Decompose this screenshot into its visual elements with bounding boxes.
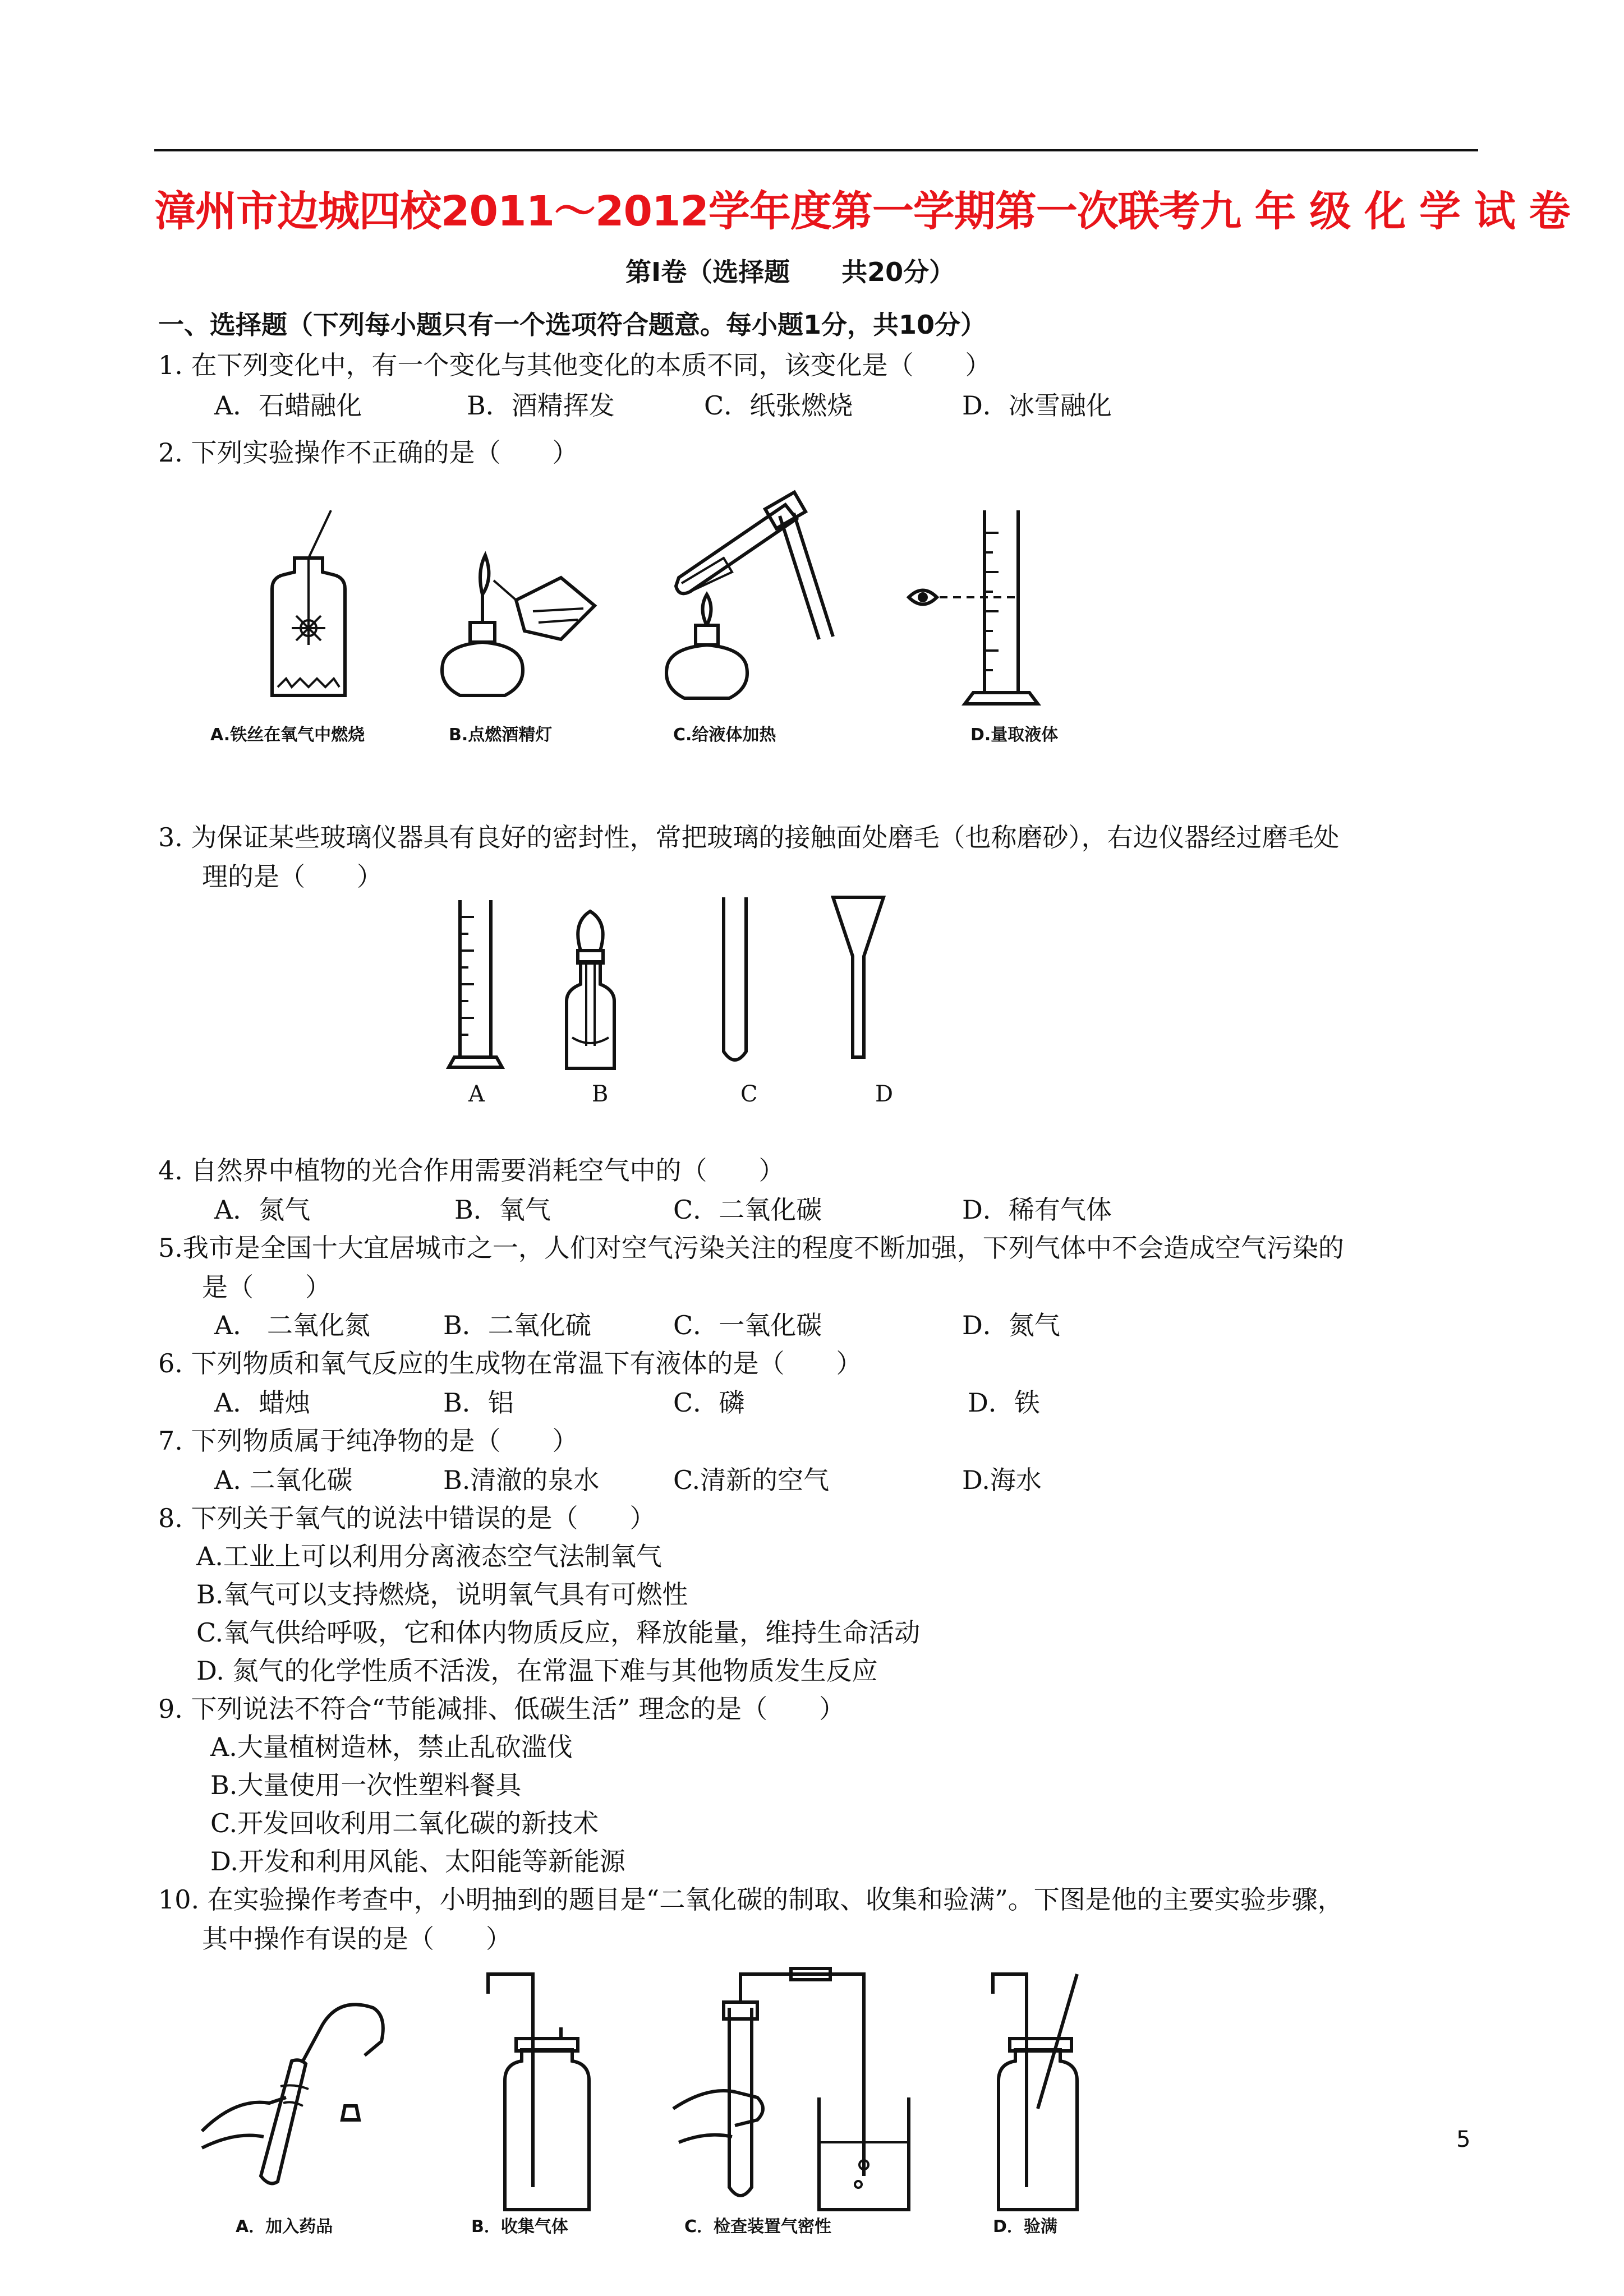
question-10-label-b: B．收集气体 [471, 2217, 568, 2237]
question-2-label-a: A.铁丝在氧气中燃烧 [210, 725, 365, 745]
question-7-option-d: D.海水 [962, 1465, 1042, 1495]
question-5-option-b: B．二氧化硫 [443, 1310, 591, 1340]
question-4-stem: 4. 自然界中植物的光合作用需要消耗空气中的（ ） [158, 1155, 785, 1186]
reading-cylinder-icon [909, 510, 1038, 704]
question-6-option-b: B．铝 [443, 1387, 514, 1418]
measuring-cylinder-icon [449, 900, 502, 1067]
part-one-heading: 一、选择题（下列每小题只有一个选项符合题意。每小题1分，共10分） [158, 310, 987, 340]
question-2-label-c: C.给液体加热 [673, 725, 776, 745]
question-3-label-c: C [740, 1081, 758, 1107]
question-10-stem: 10. 在实验操作考查中，小明抽到的题目是“二氧化碳的制取、收集和验满”。下图是他的主要实验步骤， [158, 1884, 1344, 1915]
question-8-stem: 8. 下列关于氧气的说法中错误的是（ ） [158, 1503, 656, 1533]
question-10-label-a: A．加入药品 [236, 2217, 333, 2237]
section-header: 第Ⅰ卷（选择题 共20分） [625, 257, 955, 287]
question-10-label-d: D．验满 [993, 2217, 1057, 2237]
question-10-stem-continued: 其中操作有误的是（ ） [202, 1924, 512, 1954]
question-9-stem: 9. 下列说法不符合“节能减排、低碳生活” 理念的是（ ） [158, 1694, 845, 1724]
question-6-stem: 6. 下列物质和氧气反应的生成物在常温下有液体的是（ ） [158, 1348, 862, 1378]
question-5-option-a: A． 二氧化氮 [214, 1310, 370, 1340]
test-tube-icon [724, 897, 746, 1060]
question-3-label-a: A [468, 1081, 485, 1107]
question-10-label-c: C．检查装置气密性 [684, 2217, 832, 2237]
question-2-label-d: D.量取液体 [970, 725, 1059, 745]
question-10-figure [202, 1963, 1156, 2243]
full-check-bottle-icon [993, 1974, 1077, 2210]
exam-title: 漳州市边城四校2011～2012学年度第一学期第一次联考九 年 级 化 学 试 卷 [154, 187, 1570, 236]
question-9-option-a: A.大量植树造林，禁止乱砍滥伐 [210, 1732, 573, 1762]
question-4-option-a: A．氮气 [214, 1195, 311, 1225]
funnel-icon [833, 897, 884, 1057]
iron-wire-bottle-icon [272, 510, 345, 695]
question-9-option-b: B.大量使用一次性塑料餐具 [210, 1770, 522, 1800]
question-2-stem: 2. 下列实验操作不正确的是（ ） [158, 437, 578, 468]
question-8-option-a: A.工业上可以利用分离液态空气法制氧气 [196, 1541, 662, 1571]
question-6-option-c: C．磷 [673, 1387, 745, 1418]
question-8-option-d: D. 氮气的化学性质不活泼，在常温下难与其他物质发生反应 [196, 1656, 878, 1686]
airtightness-check-icon [673, 1968, 909, 2210]
question-1-option-b: B．酒精挥发 [467, 390, 615, 421]
question-9-option-c: C.开发回收利用二氧化碳的新技术 [210, 1808, 599, 1838]
question-3-figure [438, 889, 942, 1080]
question-6-option-d: D．铁 [968, 1387, 1040, 1418]
question-6-option-a: A．蜡烛 [214, 1387, 311, 1418]
question-4-option-c: C．二氧化碳 [673, 1195, 822, 1225]
heating-test-tube-icon [666, 492, 833, 698]
question-1-stem: 1. 在下列变化中，有一个变化与其他变化的本质不同，该变化是（ ） [158, 350, 991, 380]
question-4-option-b: B．氧气 [454, 1195, 551, 1225]
question-2-figure [202, 494, 1156, 757]
question-7-stem: 7. 下列物质属于纯净物的是（ ） [158, 1426, 578, 1456]
question-7-option-c: C.清新的空气 [673, 1465, 830, 1495]
question-3-stem: 3. 为保证某些玻璃仪器具有良好的密封性，常把玻璃的接触面处磨毛（也称磨砂），右边仪器经过磨毛处 [158, 822, 1340, 852]
gas-collection-bottle-icon [488, 1974, 589, 2210]
question-5-option-c: C．一氧化碳 [673, 1310, 822, 1340]
question-9-option-d: D.开发和利用风能、太阳能等新能源 [210, 1846, 625, 1877]
adding-reagent-icon [202, 2004, 383, 2183]
question-8-option-b: B.氧气可以支持燃烧，说明氧气具有可燃性 [196, 1579, 688, 1610]
question-8-option-c: C.氧气供给呼吸，它和体内物质反应，释放能量，维持生命活动 [196, 1617, 921, 1648]
question-1-option-d: D．冰雪融化 [962, 390, 1112, 421]
page-number: 5 [1456, 2127, 1471, 2152]
question-4-option-d: D．稀有气体 [962, 1195, 1112, 1225]
question-1-option-c: C．纸张燃烧 [704, 390, 853, 421]
question-2-label-b: B.点燃酒精灯 [449, 725, 553, 745]
question-3-label-b: B [592, 1081, 609, 1107]
alcohol-lamp-lighting-icon [442, 555, 595, 695]
question-7-option-b: B.清澈的泉水 [443, 1465, 600, 1495]
question-5-stem: 5.我市是全国十大宜居城市之一，人们对空气污染关注的程度不断加强，下列气体中不会造成空气污染的 [158, 1233, 1344, 1263]
question-5-stem-continued: 是（ ） [202, 1272, 331, 1302]
dropper-bottle-icon [567, 911, 614, 1068]
question-5-option-d: D．氮气 [962, 1310, 1060, 1340]
question-1-option-a: A．石蜡融化 [214, 390, 362, 421]
question-3-stem-continued: 理的是（ ） [202, 861, 383, 892]
question-3-label-d: D [875, 1081, 894, 1107]
question-7-option-a: A. 二氧化碳 [214, 1465, 353, 1495]
header-rule [154, 149, 1478, 151]
